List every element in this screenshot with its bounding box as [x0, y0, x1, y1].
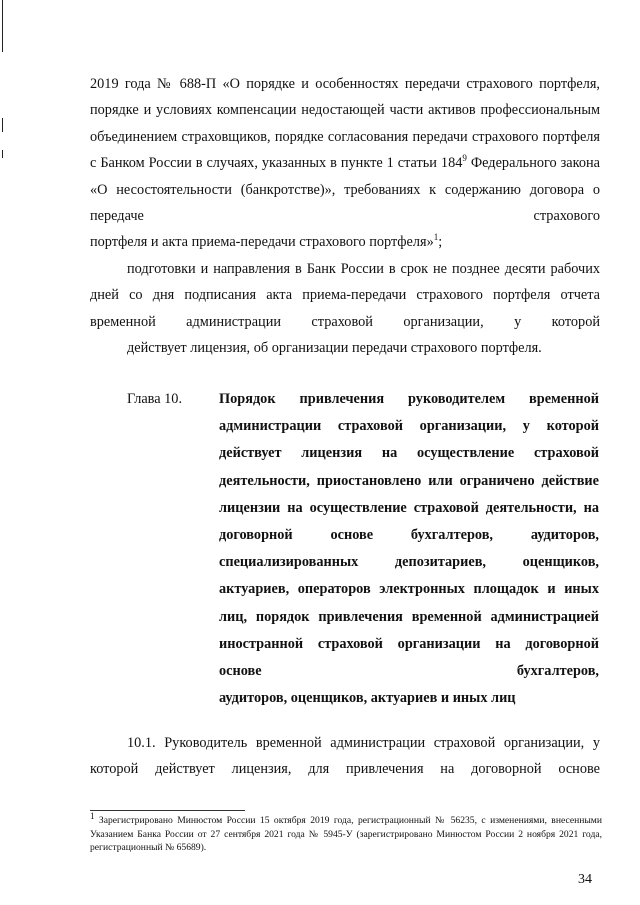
footnote-divider — [90, 810, 245, 811]
paragraph-reporting: подготовки и направления в Банк России в срок не позднее десяти рабочих дней со дня подписания акта приема-передачи страхового портфеля отчета временной администрации страховой организации, у которой действует лицензия, об организации передачи страхового портфеля. — [90, 261, 601, 357]
footnote-reference[interactable]: 1 — [433, 232, 439, 243]
scan-edge-mark — [2, 150, 3, 158]
footnote-marker: 1 — [90, 810, 95, 821]
footnote-1: $^1$ Зарегистрировано Минюстом России 15 октября 2019 года, регистрационный № 56235, с изменениями, внесенными Указанием Банка России от 27 сентября 2021 года № 5945-У (зарегистрировано Минюстом России 2 ноября 2021 года, регистрационный № 65689). — [90, 810, 603, 854]
scan-edge-mark — [2, 0, 3, 52]
paragraph-continuation: 2019 года № 688-П «О порядке и особенностях передачи страхового портфеля, порядке и условиях компенсации недостающей части активов профессиональным объединением страховщиков, порядке согласования передачи страхового портфеля с Банком России в случаях, указанных в пункте 1 статьи $184^9$ Федерального закона «О несостоятельности (банкротстве)», требованиях к содержанию договора о передаче страхового портфеля и акта приема-передачи страхового портфеля»$^1$; — [90, 76, 601, 251]
paragraph-10-1: 10.1. Руководитель временной администрации страховой организации, у которой действует лицензия, для привлечения на договорной основе — [90, 735, 600, 778]
page-number: 34 — [578, 872, 592, 887]
superscript-9: 9 — [462, 153, 467, 164]
chapter-label: Глава 10. — [127, 391, 183, 407]
scan-edge-mark — [2, 118, 3, 132]
chapter-title: Порядок привлечения руководителем временной администрации страховой организации, у которой действует лицензия на осуществление страховой деятельности, приостановлено или ограничено действие лицензии на осуществление страховой деятельности, на договорной основе бухгалтеров, аудиторов, специализированных депозитариев, оценщиков, актуариев, операторов электронных площадок и иных лиц, порядок привлечения временной администрацией иностранной страховой организации на договорной основе бухгалтеров, аудиторов, оценщиков, актуариев и иных лиц — [219, 391, 600, 707]
